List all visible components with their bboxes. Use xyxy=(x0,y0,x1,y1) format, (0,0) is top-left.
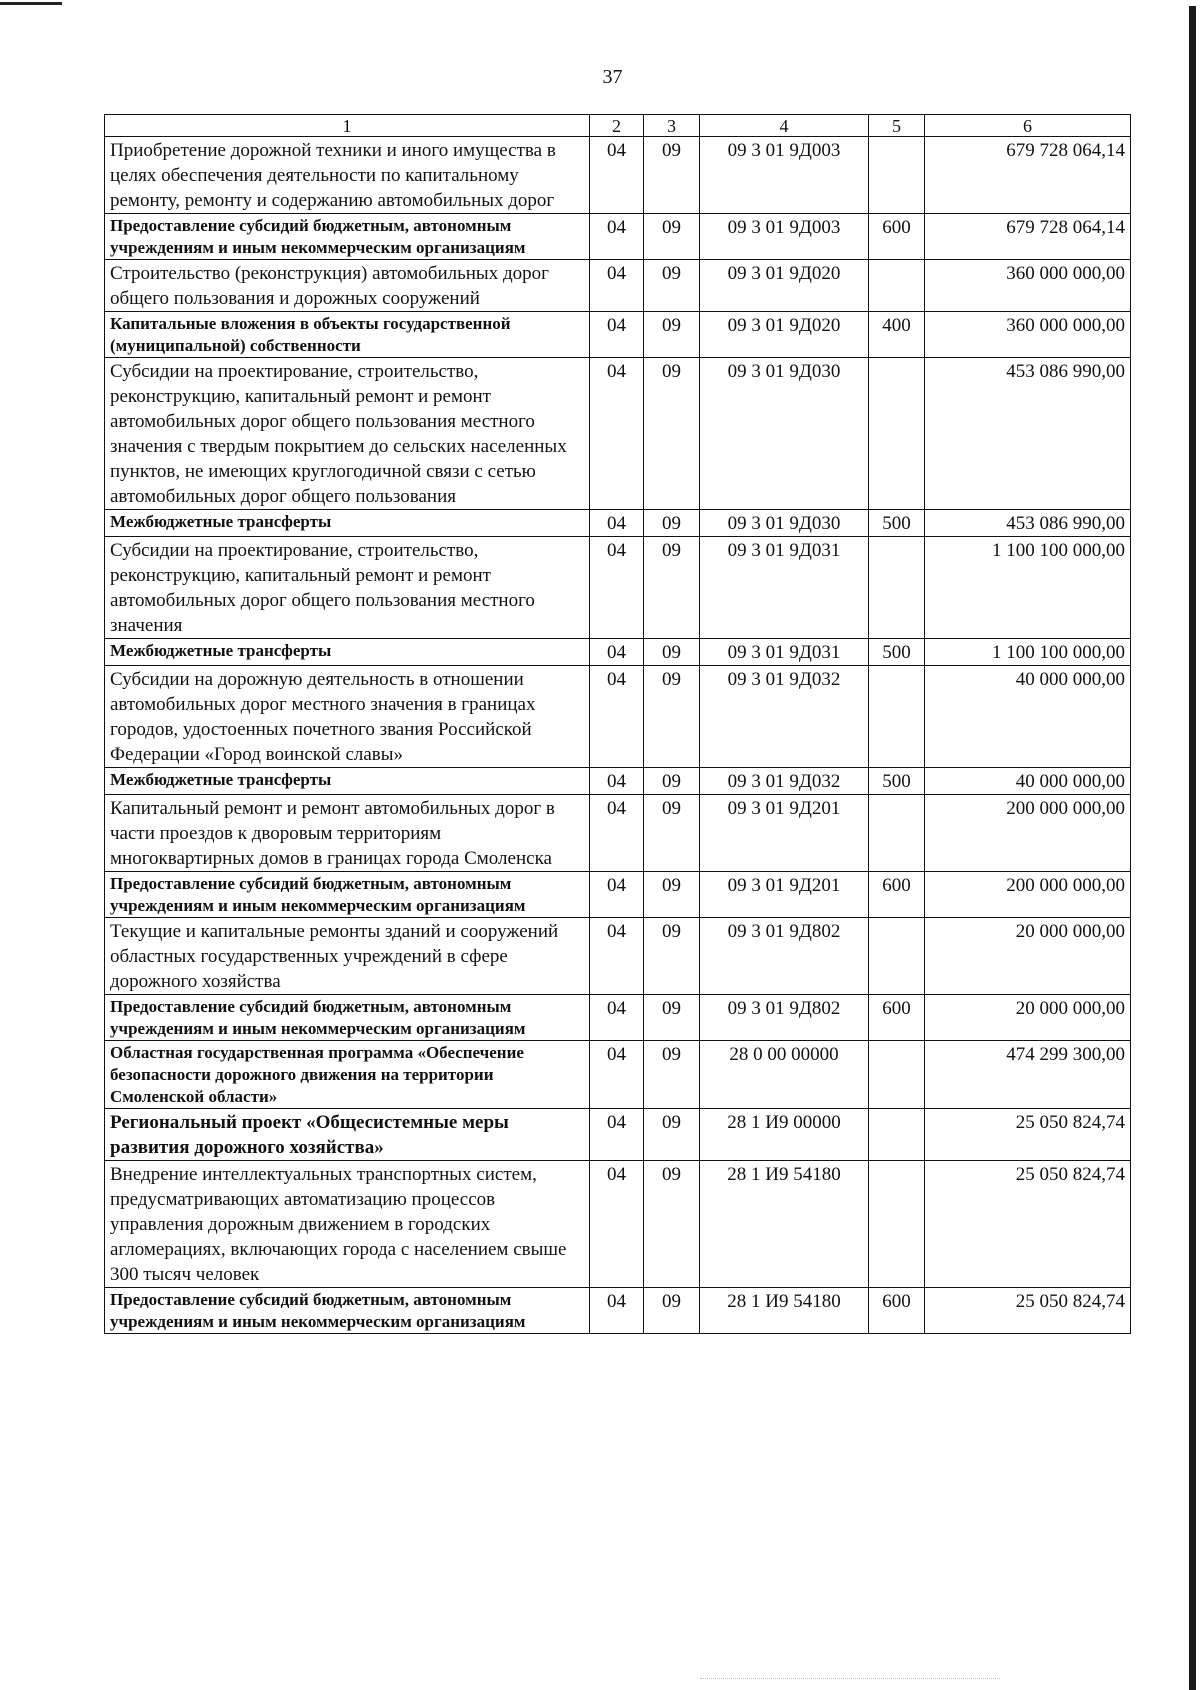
table-row xyxy=(105,1109,1131,1161)
cell-subsection: 09 xyxy=(644,137,700,214)
cell-target-article: 09 3 01 9Д802 xyxy=(700,918,869,995)
cell-section: 04 xyxy=(590,795,644,872)
cell-amount: 679 728 064,14 xyxy=(925,214,1131,260)
table-row xyxy=(105,1161,1131,1288)
cell-target-article: 09 3 01 9Д802 xyxy=(700,995,869,1041)
cell-name: Областная государственная программа «Обеспечение безопасности дорожного движения на территории Смоленской области» xyxy=(105,1041,590,1109)
cell-section: 04 xyxy=(590,995,644,1041)
table-row xyxy=(105,995,1131,1041)
table-row xyxy=(105,768,1131,795)
cell-amount: 453 086 990,00 xyxy=(925,510,1131,537)
cell-subsection: 09 xyxy=(644,1288,700,1334)
cell-amount: 200 000 000,00 xyxy=(925,872,1131,918)
cell-expense-type: 600 xyxy=(869,214,925,260)
cell-amount: 20 000 000,00 xyxy=(925,995,1131,1041)
cell-name: Межбюджетные трансферты xyxy=(105,768,590,795)
cell-target-article: 28 1 И9 00000 xyxy=(700,1109,869,1161)
cell-expense-type xyxy=(869,537,925,639)
cell-section: 04 xyxy=(590,312,644,358)
scan-artifact xyxy=(700,1678,1000,1680)
cell-target-article: 09 3 01 9Д201 xyxy=(700,795,869,872)
cell-target-article: 28 1 И9 54180 xyxy=(700,1161,869,1288)
cell-amount: 40 000 000,00 xyxy=(925,768,1131,795)
table-row xyxy=(105,795,1131,872)
cell-section: 04 xyxy=(590,639,644,666)
cell-name: Региональный проект «Общесистемные меры развития дорожного хозяйства» xyxy=(105,1109,590,1161)
cell-amount: 200 000 000,00 xyxy=(925,795,1131,872)
cell-amount: 25 050 824,74 xyxy=(925,1288,1131,1334)
cell-subsection: 09 xyxy=(644,510,700,537)
cell-subsection: 09 xyxy=(644,872,700,918)
cell-target-article: 09 3 01 9Д031 xyxy=(700,537,869,639)
cell-amount: 25 050 824,74 xyxy=(925,1109,1131,1161)
scan-mark xyxy=(0,2,62,5)
cell-name: Капитальные вложения в объекты государственной (муниципальной) собственности xyxy=(105,312,590,358)
cell-amount: 360 000 000,00 xyxy=(925,312,1131,358)
table-row xyxy=(105,510,1131,537)
cell-section: 04 xyxy=(590,510,644,537)
cell-target-article: 09 3 01 9Д031 xyxy=(700,639,869,666)
cell-section: 04 xyxy=(590,768,644,795)
cell-subsection: 09 xyxy=(644,639,700,666)
header-cell-3: 3 xyxy=(644,115,700,137)
cell-expense-type: 400 xyxy=(869,312,925,358)
cell-amount: 474 299 300,00 xyxy=(925,1041,1131,1109)
cell-target-article: 09 3 01 9Д030 xyxy=(700,358,869,510)
cell-section: 04 xyxy=(590,1288,644,1334)
table-row xyxy=(105,666,1131,768)
cell-name: Приобретение дорожной техники и иного имущества в целях обеспечения деятельности по капитальному ремонту, ремонту и содержанию автомобильных дорог xyxy=(105,137,590,214)
cell-name: Строительство (реконструкция) автомобильных дорог общего пользования и дорожных сооружений xyxy=(105,260,590,312)
cell-name: Предоставление субсидий бюджетным, автономным учреждениям и иным некоммерческим организациям xyxy=(105,995,590,1041)
cell-name: Внедрение интеллектуальных транспортных систем, предусматривающих автоматизацию процессов управления дорожным движением в городских агломерациях, включающих города с населением свыше 300 тысяч человек xyxy=(105,1161,590,1288)
cell-amount: 679 728 064,14 xyxy=(925,137,1131,214)
cell-amount: 360 000 000,00 xyxy=(925,260,1131,312)
cell-subsection: 09 xyxy=(644,358,700,510)
table-row xyxy=(105,639,1131,666)
cell-expense-type xyxy=(869,1109,925,1161)
cell-amount: 453 086 990,00 xyxy=(925,358,1131,510)
header-cell-4: 4 xyxy=(700,115,869,137)
cell-subsection: 09 xyxy=(644,1109,700,1161)
cell-expense-type: 500 xyxy=(869,768,925,795)
budget-table xyxy=(104,114,1131,1334)
cell-expense-type xyxy=(869,137,925,214)
cell-section: 04 xyxy=(590,537,644,639)
cell-target-article: 09 3 01 9Д032 xyxy=(700,768,869,795)
cell-section: 04 xyxy=(590,260,644,312)
cell-expense-type: 500 xyxy=(869,639,925,666)
header-row xyxy=(105,115,1131,137)
cell-name: Межбюджетные трансферты xyxy=(105,510,590,537)
cell-expense-type: 600 xyxy=(869,872,925,918)
cell-subsection: 09 xyxy=(644,1041,700,1109)
page-number: 37 xyxy=(602,66,623,88)
cell-section: 04 xyxy=(590,1041,644,1109)
scan-edge xyxy=(1189,6,1196,1690)
cell-expense-type xyxy=(869,260,925,312)
cell-section: 04 xyxy=(590,666,644,768)
cell-target-article: 09 3 01 9Д003 xyxy=(700,137,869,214)
cell-target-article: 09 3 01 9Д003 xyxy=(700,214,869,260)
header-cell-2: 2 xyxy=(590,115,644,137)
cell-expense-type xyxy=(869,358,925,510)
table-body xyxy=(105,115,1131,1334)
cell-section: 04 xyxy=(590,918,644,995)
cell-expense-type xyxy=(869,1041,925,1109)
cell-amount: 1 100 100 000,00 xyxy=(925,537,1131,639)
cell-subsection: 09 xyxy=(644,918,700,995)
header-cell-6: 6 xyxy=(925,115,1131,137)
cell-target-article: 09 3 01 9Д030 xyxy=(700,510,869,537)
cell-target-article: 09 3 01 9Д020 xyxy=(700,312,869,358)
table-row xyxy=(105,872,1131,918)
cell-subsection: 09 xyxy=(644,1161,700,1288)
cell-target-article: 28 1 И9 54180 xyxy=(700,1288,869,1334)
cell-amount: 25 050 824,74 xyxy=(925,1161,1131,1288)
table-row xyxy=(105,537,1131,639)
cell-subsection: 09 xyxy=(644,312,700,358)
cell-name: Субсидии на дорожную деятельность в отношении автомобильных дорог местного значения в границах городов, удостоенных почетного звания Российской Федерации «Город воинской славы» xyxy=(105,666,590,768)
cell-name: Предоставление субсидий бюджетным, автономным учреждениям и иным некоммерческим организациям xyxy=(105,872,590,918)
cell-section: 04 xyxy=(590,137,644,214)
cell-name: Межбюджетные трансферты xyxy=(105,639,590,666)
cell-name: Капитальный ремонт и ремонт автомобильных дорог в части проездов к дворовым территориям многоквартирных домов в границах города Смоленска xyxy=(105,795,590,872)
cell-expense-type: 600 xyxy=(869,1288,925,1334)
cell-expense-type xyxy=(869,795,925,872)
cell-name: Предоставление субсидий бюджетным, автономным учреждениям и иным некоммерческим организациям xyxy=(105,1288,590,1334)
cell-section: 04 xyxy=(590,214,644,260)
table-row xyxy=(105,1041,1131,1109)
header-cell-5: 5 xyxy=(869,115,925,137)
cell-expense-type xyxy=(869,1161,925,1288)
cell-name: Текущие и капитальные ремонты зданий и сооружений областных государственных учреждений в сфере дорожного хозяйства xyxy=(105,918,590,995)
cell-subsection: 09 xyxy=(644,768,700,795)
cell-section: 04 xyxy=(590,1109,644,1161)
cell-name: Предоставление субсидий бюджетным, автономным учреждениям и иным некоммерческим организациям xyxy=(105,214,590,260)
cell-expense-type xyxy=(869,918,925,995)
cell-target-article: 09 3 01 9Д201 xyxy=(700,872,869,918)
cell-subsection: 09 xyxy=(644,995,700,1041)
cell-expense-type: 500 xyxy=(869,510,925,537)
table-row xyxy=(105,214,1131,260)
cell-section: 04 xyxy=(590,358,644,510)
table-row xyxy=(105,358,1131,510)
table-row xyxy=(105,1288,1131,1334)
cell-subsection: 09 xyxy=(644,666,700,768)
cell-expense-type: 600 xyxy=(869,995,925,1041)
header-cell-1: 1 xyxy=(105,115,590,137)
table-row xyxy=(105,260,1131,312)
table-row xyxy=(105,312,1131,358)
table-row xyxy=(105,137,1131,214)
cell-expense-type xyxy=(869,666,925,768)
cell-amount: 1 100 100 000,00 xyxy=(925,639,1131,666)
cell-target-article: 09 3 01 9Д032 xyxy=(700,666,869,768)
cell-amount: 20 000 000,00 xyxy=(925,918,1131,995)
cell-subsection: 09 xyxy=(644,795,700,872)
cell-name: Субсидии на проектирование, строительство, реконструкцию, капитальный ремонт и ремонт автомобильных дорог общего пользования местного значения с твердым покрытием до сельских населенных пунктов, не имеющих круглогодичной связи с сетью автомобильных дорог общего пользования xyxy=(105,358,590,510)
cell-name: Субсидии на проектирование, строительство, реконструкцию, капитальный ремонт и ремонт автомобильных дорог общего пользования местного значения xyxy=(105,537,590,639)
cell-target-article: 09 3 01 9Д020 xyxy=(700,260,869,312)
cell-amount: 40 000 000,00 xyxy=(925,666,1131,768)
cell-section: 04 xyxy=(590,1161,644,1288)
cell-target-article: 28 0 00 00000 xyxy=(700,1041,869,1109)
table-row xyxy=(105,918,1131,995)
cell-section: 04 xyxy=(590,872,644,918)
cell-subsection: 09 xyxy=(644,260,700,312)
cell-subsection: 09 xyxy=(644,214,700,260)
cell-subsection: 09 xyxy=(644,537,700,639)
